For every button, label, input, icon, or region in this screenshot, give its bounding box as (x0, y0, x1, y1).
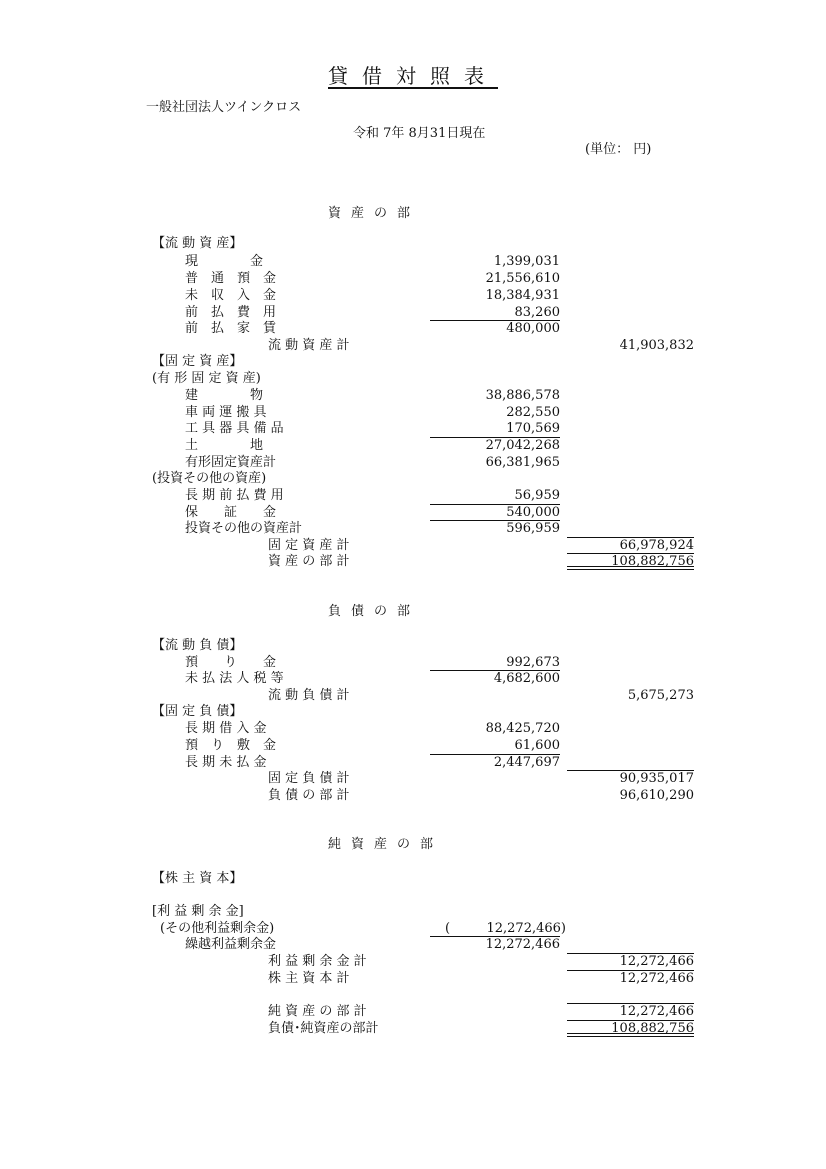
line-item-label: 預 り 敷 金 (185, 738, 277, 753)
line-item-value: 4,682,600 (493, 671, 560, 686)
line-item-value: 1,399,031 (493, 254, 560, 269)
line-item-label: 車 両 運 搬 具 (185, 405, 267, 420)
line-item-label: 現 金 (185, 254, 264, 269)
current-assets-label: 【流 動 資 産】 (152, 236, 243, 251)
line-item-label: 保 証 金 (185, 505, 277, 520)
liabilities-heading: 負債の部 (328, 604, 421, 619)
other-retained-value: 12,272,466) (486, 921, 566, 936)
subtotal-value: 12,272,466 (619, 954, 694, 969)
line-item-value: 540,000 (506, 505, 560, 520)
total-value: 96,610,290 (619, 788, 694, 803)
net-assets-heading: 純資産の部 (328, 837, 444, 852)
current-liabilities-label: 【流 動 負 債】 (152, 638, 243, 653)
investment-assets-label: (投資その他の資産) (152, 471, 267, 486)
line-item-value: 27,042,268 (485, 438, 560, 453)
total-value: 12,272,466 (619, 1004, 694, 1019)
subtotal-label: 利 益 剰 余 金 計 (268, 954, 367, 969)
total-rule (567, 970, 694, 971)
fixed-liabilities-label: 【固 定 負 債】 (152, 704, 243, 719)
total-value: 108,882,756 (611, 554, 694, 569)
subtotal-label: 流 動 負 債 計 (268, 688, 350, 703)
total-rule (567, 953, 694, 954)
line-item-label: 預 り 金 (185, 655, 277, 670)
line-item-value: 12,272,466 (485, 937, 560, 952)
subtotal-value: 596,959 (506, 521, 560, 536)
subtotal-value: 41,903,832 (619, 338, 694, 353)
line-item-label: 前 払 費 用 (185, 305, 277, 320)
line-item-label: 繰越利益剰余金 (185, 937, 277, 952)
line-item-label: 工 具 器 具 備 品 (185, 421, 284, 436)
line-item-label: 前 払 家 賃 (185, 321, 277, 336)
total-rule (567, 553, 694, 554)
line-item-value: 38,886,578 (485, 388, 560, 403)
tangible-assets-label: (有 形 固 定 資 産) (152, 371, 261, 386)
other-retained-label: (その他利益剰余金) (160, 921, 275, 936)
line-item-label: 建 物 (185, 388, 264, 403)
subtotal-rule (430, 670, 560, 671)
assets-heading: 資産の部 (328, 206, 421, 221)
subtotal-rule (430, 520, 560, 521)
subtotal-value: 66,978,924 (619, 538, 694, 553)
line-item-value: 170,569 (506, 421, 560, 436)
line-item-value: 83,260 (514, 305, 560, 320)
company-name: 一般社団法人ツインクロス (146, 100, 302, 115)
total-rule (567, 1020, 694, 1021)
subtotal-label: 流 動 資 産 計 (268, 338, 350, 353)
line-item-value: 480,000 (506, 321, 560, 336)
total-rule (567, 1003, 694, 1004)
subtotal-rule (430, 754, 560, 755)
subtotal-label: 固 定 負 債 計 (268, 771, 350, 786)
unit-label: (単位： 円) (585, 142, 652, 157)
grand-total-label: 負債･純資産の部計 (268, 1021, 379, 1036)
subtotal-label: 投資その他の資産計 (185, 521, 303, 536)
line-item-label: 長 期 未 払 金 (185, 755, 267, 770)
fixed-assets-label: 【固 定 資 産】 (152, 354, 243, 369)
retained-earnings-label: [利 益 剰 余 金] (152, 904, 244, 919)
line-item-value: 282,550 (506, 405, 560, 420)
report-date: 令和 7年 8月31日現在 (353, 126, 486, 141)
grand-total-value: 108,882,756 (611, 1021, 694, 1036)
line-item-value: 2,447,697 (493, 755, 560, 770)
subtotal-rule (430, 936, 560, 937)
subtotal-value: 90,935,017 (619, 771, 694, 786)
double-rule (567, 1033, 694, 1037)
equity-label: 【株 主 資 本】 (152, 871, 243, 886)
subtotal-value: 12,272,466 (619, 971, 694, 986)
line-item-value: 61,600 (514, 738, 560, 753)
paren-open: ( (445, 921, 451, 936)
subtotal-value: 66,381,965 (485, 455, 560, 470)
line-item-value: 18,384,931 (485, 288, 560, 303)
line-item-value: 56,959 (514, 488, 560, 503)
total-rule (567, 770, 694, 771)
total-label: 資 産 の 部 計 (268, 554, 350, 569)
line-item-label: 未 収 入 金 (185, 288, 277, 303)
subtotal-label: 有形固定資産計 (185, 455, 277, 470)
line-item-label: 長 期 借 入 金 (185, 721, 267, 736)
line-item-value: 21,556,610 (485, 271, 560, 286)
line-item-label: 長 期 前 払 費 用 (185, 488, 284, 503)
subtotal-rule (430, 504, 560, 505)
double-rule (567, 566, 694, 570)
subtotal-value: 5,675,273 (627, 688, 694, 703)
page-title: 貸借対照表 (328, 64, 498, 88)
line-item-value: 992,673 (506, 655, 560, 670)
total-label: 純 資 産 の 部 計 (268, 1004, 367, 1019)
subtotal-rule (430, 320, 560, 321)
line-item-value: 88,425,720 (485, 721, 560, 736)
total-label: 負 債 の 部 計 (268, 788, 350, 803)
subtotal-rule (430, 437, 560, 438)
line-item-label: 普 通 預 金 (185, 271, 277, 286)
line-item-label: 土 地 (185, 438, 264, 453)
subtotal-label: 固 定 資 産 計 (268, 538, 350, 553)
total-rule (567, 537, 694, 538)
subtotal-label: 株 主 資 本 計 (268, 971, 350, 986)
line-item-label: 未 払 法 人 税 等 (185, 671, 284, 686)
